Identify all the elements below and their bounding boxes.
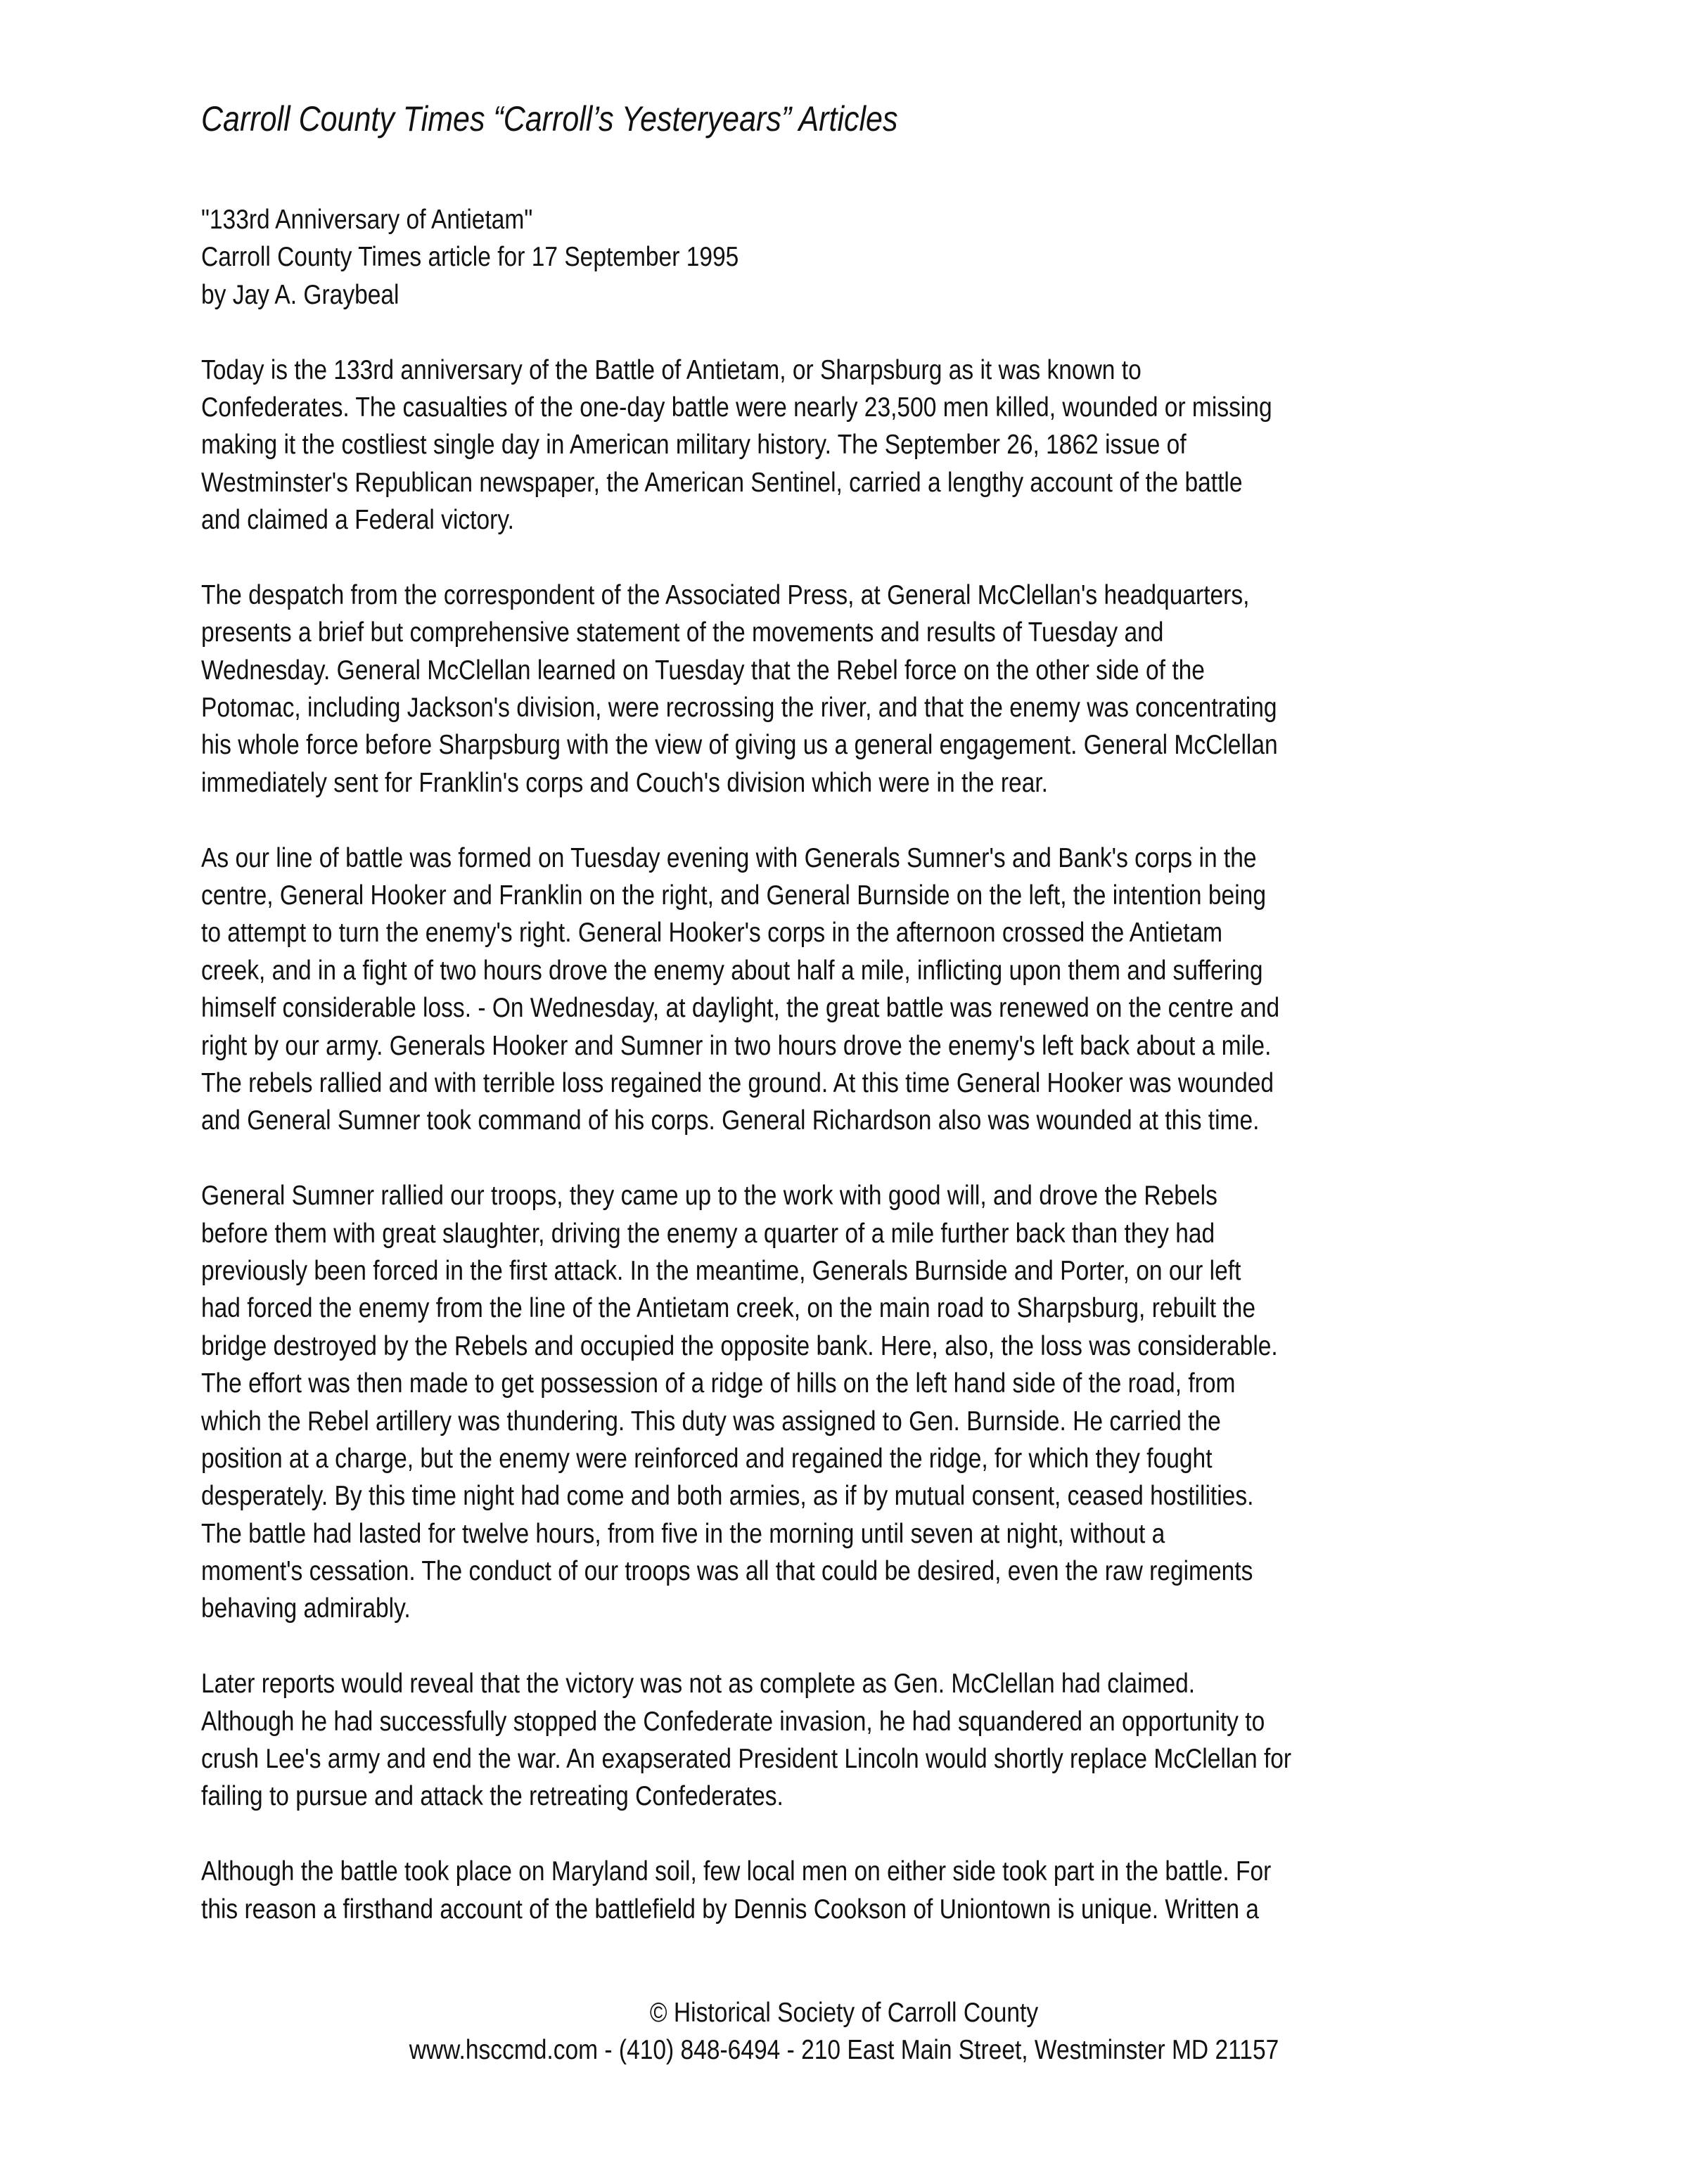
paragraph-gap [201,539,1537,577]
paragraph-gap [201,314,1537,351]
heading-line: "133rd Anniversary of Antietam" [201,205,533,235]
paragraph-line: position at a charge, but the enemy were reinforced and regained the ridge, for which they fought [201,1443,1213,1474]
article-paragraph [201,352,1537,539]
footer-contact: www.hsccmd.com - (410) 848-6494 - 210 East Main Street, Westminster MD 21157 [409,2035,1279,2065]
paragraph-line: Wednesday. General McClellan learned on Tuesday that the Rebel force on the other side of the [201,655,1205,686]
article-paragraph [201,840,1537,1140]
page-footer [0,1994,1688,2069]
paragraph-line: immediately sent for Franklin's corps and Couch's division which were in the rear. [201,767,1049,798]
paragraph-line: his whole force before Sharpsburg with the view of giving us a general engagement. General McClellan [201,730,1278,761]
page-title: Carroll County Times “Carroll’s Yesteryears” Articles [201,99,898,139]
paragraph-line: which the Rebel artillery was thundering. This duty was assigned to Gen. Burnside. He carried the [201,1406,1221,1437]
paragraph-gap [201,1628,1537,1665]
article-paragraph [201,577,1537,802]
paragraph-line: moment's cessation. The conduct of our troops was all that could be desired, even the raw regiments [201,1556,1253,1587]
paragraph-line: The effort was then made to get possession of a ridge of hills on the left hand side of the road, from [201,1368,1236,1399]
paragraph-line: and claimed a Federal victory. [201,505,514,536]
paragraph-line: right by our army. Generals Hooker and Sumner in two hours drove the enemy's left back about a mile. [201,1030,1272,1061]
article-heading [201,201,1537,314]
paragraph-line: had forced the enemy from the line of the Antietam creek, on the main road to Sharpsburg, rebuilt the [201,1293,1255,1324]
paragraph-line: this reason a firsthand account of the battlefield by Dennis Cookson of Uniontown is unique. Written a [201,1894,1259,1925]
article-paragraph [201,1665,1537,1816]
paragraph-line: Although the battle took place on Maryland soil, few local men on either side took part in the battle. For [201,1856,1272,1887]
article-paragraph [201,1853,1537,1928]
paragraph-line: Confederates. The casualties of the one-day battle were nearly 23,500 men killed, wounded or missing [201,392,1272,423]
paragraph-line: failing to pursue and attack the retreating Confederates. [201,1781,784,1812]
article-body [201,201,1537,1928]
heading-line: Carroll County Times article for 17 September 1995 [201,242,739,273]
paragraph-line: Later reports would reveal that the victory was not as complete as Gen. McClellan had claimed. [201,1669,1196,1700]
paragraph-line: and General Sumner took command of his corps. General Richardson also was wounded at this time. [201,1105,1260,1136]
paragraph-line: himself considerable loss. - On Wednesday, at daylight, the great battle was renewed on the centre and [201,993,1280,1024]
article-paragraph [201,1177,1537,1628]
paragraph-line: As our line of battle was formed on Tuesday evening with Generals Sumner's and Bank's corps in the [201,842,1257,873]
paragraph-line: before them with great slaughter, driving the enemy a quarter of a mile further back than they had [201,1218,1215,1249]
paragraph-line: crush Lee's army and end the war. An exapserated President Lincoln would shortly replace McClellan for [201,1744,1292,1775]
paragraph-line: Today is the 133rd anniversary of the Battle of Antietam, or Sharpsburg as it was known to [201,354,1142,385]
paragraph-line: The rebels rallied and with terrible loss regained the ground. At this time General Hooker was wounded [201,1067,1274,1098]
paragraph-line: The despatch from the correspondent of the Associated Press, at General McClellan's headquarters, [201,579,1250,610]
paragraph-line: behaving admirably. [201,1593,411,1624]
heading-line: by Jay A. Graybeal [201,279,399,310]
paragraph-line: desperately. By this time night had come and both armies, as if by mutual consent, ceased hostilities. [201,1481,1254,1512]
paragraph-gap [201,1140,1537,1177]
paragraph-line: presents a brief but comprehensive statement of the movements and results of Tuesday and [201,617,1164,648]
paragraph-line: creek, and in a fight of two hours drove the enemy about half a mile, inflicting upon them and suffering [201,955,1263,986]
paragraph-gap [201,1816,1537,1853]
paragraph-gap [201,802,1537,839]
paragraph-line: Although he had successfully stopped the Confederate invasion, he had squandered an opportunity to [201,1706,1265,1737]
paragraph-line: previously been forced in the first attack. In the meantime, Generals Burnside and Porter, on our left [201,1255,1241,1286]
paragraph-line: Potomac, including Jackson's division, were recrossing the river, and that the enemy was concentrating [201,693,1277,724]
paragraph-line: centre, General Hooker and Franklin on the right, and General Burnside on the left, the intention being [201,880,1266,911]
paragraph-line: to attempt to turn the enemy's right. General Hooker's corps in the afternoon crossed the Antietam [201,918,1223,949]
paragraph-line: The battle had lasted for twelve hours, from five in the morning until seven at night, without a [201,1518,1165,1549]
footer-copyright: © Historical Society of Carroll County [649,1998,1039,2028]
paragraph-line: bridge destroyed by the Rebels and occupied the opposite bank. Here, also, the loss was considerable. [201,1330,1278,1361]
paragraph-line: making it the costliest single day in American military history. The September 26, 1862 issue of [201,430,1187,461]
paragraph-line: Westminster's Republican newspaper, the American Sentinel, carried a lengthy account of the battle [201,467,1243,498]
paragraph-line: General Sumner rallied our troops, they came up to the work with good will, and drove the Rebels [201,1181,1217,1212]
